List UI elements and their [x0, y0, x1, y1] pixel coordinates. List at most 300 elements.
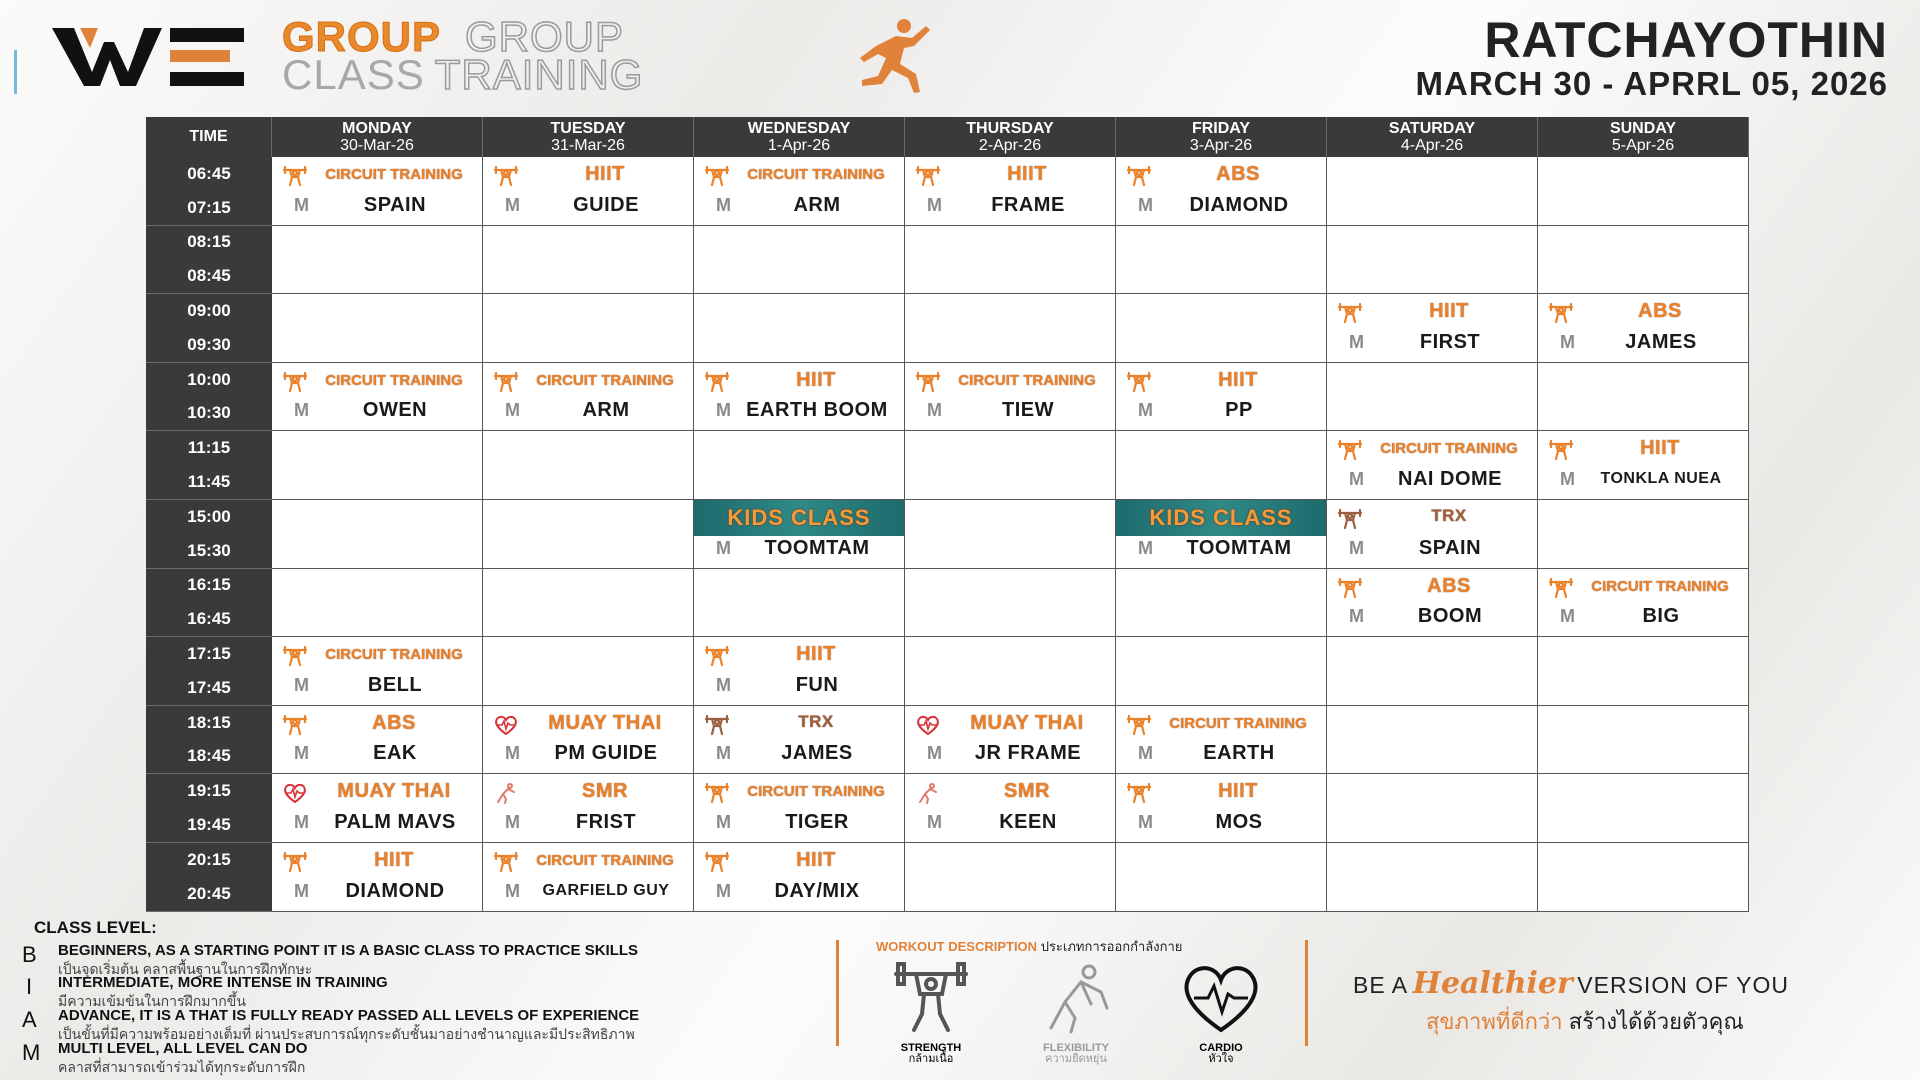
level-letter: A [22, 1007, 37, 1032]
strength-icon [704, 782, 730, 804]
class-title: HIIT [1007, 163, 1047, 185]
strength-icon [1337, 302, 1363, 324]
schedule-cell [1327, 843, 1538, 912]
strength-icon [282, 645, 308, 667]
class-title: CIRCUIT TRAINING [325, 371, 463, 389]
workout-type-strength [876, 958, 986, 1065]
slot-start: 20:15 [187, 849, 231, 869]
class-level: M [1138, 811, 1153, 832]
class-level: M [1349, 331, 1364, 352]
slot-start: 08:15 [187, 232, 231, 252]
class-coach: GUIDE [573, 193, 639, 216]
schedule-cell [1538, 226, 1749, 295]
slot-end: 15:30 [187, 540, 231, 560]
day-date: 2-Apr-26 [978, 137, 1042, 154]
schedule-cell [272, 569, 483, 638]
trx-icon [1337, 508, 1363, 530]
strength-icon [1548, 577, 1574, 599]
schedule-cell [1538, 157, 1749, 226]
workout-type-th: หัวใจ [1208, 1053, 1234, 1065]
class-entry[interactable] [1327, 569, 1537, 637]
workout-type-en: CARDIO [1199, 1042, 1243, 1054]
class-level: M [716, 811, 731, 832]
day-header [1538, 117, 1749, 157]
schedule-cell [905, 431, 1116, 500]
strength-icon [282, 165, 308, 187]
slogan-pre: BE A [1353, 972, 1409, 998]
class-level: M [1349, 468, 1364, 489]
strength-icon [282, 371, 308, 393]
slogan-thai-rest: สร้างได้ด้วยตัวคุณ [1568, 1009, 1744, 1034]
strength-icon [1548, 302, 1574, 324]
class-level: M [1349, 606, 1364, 627]
class-coach: ARM [582, 399, 630, 422]
day-header [1116, 117, 1327, 157]
class-entry[interactable] [483, 363, 693, 431]
schedule-cell[interactable] [1327, 500, 1538, 569]
slot-start: 06:45 [187, 163, 231, 183]
slot-end: 16:45 [187, 609, 231, 629]
class-title: MUAY THAI [548, 711, 662, 734]
schedule-cell [905, 294, 1116, 363]
schedule-cell [272, 431, 483, 500]
day-name: WEDNESDAY [747, 120, 851, 137]
class-level: M [927, 743, 942, 764]
class-title: HIIT [374, 848, 414, 871]
schedule-cell[interactable] [905, 774, 1116, 843]
slot-end: 19:45 [187, 815, 231, 835]
workout-label [876, 936, 1182, 957]
schedule-cell[interactable] [1538, 431, 1749, 500]
schedule-cell[interactable] [694, 843, 905, 912]
class-coach: KEEN [999, 810, 1057, 833]
class-title: CIRCUIT TRAINING [536, 371, 674, 389]
schedule-cell[interactable] [1116, 706, 1327, 775]
slot-start: 15:00 [187, 506, 231, 526]
class-level: M [1560, 468, 1575, 489]
class-entry[interactable] [694, 706, 904, 774]
class-coach: FRAME [991, 193, 1065, 216]
workout-label-th: ประเภทการออกกำลังกาย [1040, 939, 1183, 954]
class-title: MUAY THAI [970, 711, 1084, 734]
schedule-cell [905, 569, 1116, 638]
strength-icon [704, 371, 730, 393]
schedule-cell[interactable] [483, 774, 694, 843]
schedule-cell[interactable] [1538, 294, 1749, 363]
brand-title [282, 13, 644, 98]
schedule-cell[interactable] [1116, 774, 1327, 843]
strength-icon [1126, 782, 1152, 804]
class-title: ABS [1427, 574, 1471, 597]
class-level: M [927, 194, 942, 215]
class-entry[interactable] [1116, 774, 1326, 842]
class-coach: FUN [795, 673, 839, 696]
class-coach: DIAMOND [1189, 193, 1289, 216]
schedule-cell[interactable] [1116, 500, 1327, 569]
class-level: M [927, 400, 942, 421]
class-title: CIRCUIT TRAINING [958, 371, 1096, 389]
schedule-cell[interactable] [483, 706, 694, 775]
day-header [905, 117, 1116, 157]
strength-icon [704, 165, 730, 187]
class-level: M [716, 674, 731, 695]
time-slot [146, 226, 272, 295]
schedule-cell [483, 431, 694, 500]
class-entry[interactable] [694, 843, 904, 911]
time-slot [146, 294, 272, 363]
schedule-cell [1116, 226, 1327, 295]
class-coach: PM GUIDE [554, 742, 658, 765]
class-title: ABS [1638, 300, 1682, 323]
class-entry[interactable] [1327, 500, 1537, 568]
schedule-cell [272, 294, 483, 363]
class-level: M [716, 537, 731, 558]
class-entry[interactable] [1116, 157, 1326, 225]
level-letter: I [26, 974, 33, 999]
slot-end: 07:15 [187, 197, 231, 217]
day-header [1327, 117, 1538, 157]
class-title: CIRCUIT TRAINING [1169, 714, 1307, 732]
class-entry[interactable] [905, 774, 1115, 842]
class-title: MUAY THAI [337, 780, 451, 803]
workout-type-en: FLEXIBILITY [1043, 1042, 1109, 1054]
class-title: HIIT [796, 368, 836, 391]
class-coach: EARTH [1203, 742, 1275, 765]
level-desc-en: INTERMEDIATE, MORE INTENSE IN TRAINING [58, 974, 388, 991]
time-slot [146, 843, 272, 912]
schedule-cell [905, 226, 1116, 295]
class-coach: OWEN [362, 399, 428, 422]
schedule-cell[interactable] [1327, 294, 1538, 363]
class-entry[interactable] [694, 157, 904, 225]
workout-type-cardio [1166, 958, 1276, 1065]
schedule-cell[interactable] [1116, 363, 1327, 432]
schedule-cell [694, 431, 905, 500]
class-coach: TIEW [1002, 399, 1054, 422]
class-coach: DAY/MIX [774, 879, 860, 902]
class-coach: BOOM [1417, 605, 1483, 628]
cardio-icon [282, 782, 308, 804]
schedule-cell[interactable] [694, 706, 905, 775]
slot-start: 19:15 [187, 781, 231, 801]
schedule-cell [905, 843, 1116, 912]
schedule-cell[interactable] [272, 706, 483, 775]
class-coach: NAI DOME [1398, 467, 1502, 490]
schedule-cell [1538, 363, 1749, 432]
flexibility-icon [493, 782, 519, 804]
time-slot [146, 363, 272, 432]
runner-icon [842, 14, 932, 96]
brand-line1: GROUP [282, 13, 442, 60]
strength-icon [1126, 165, 1152, 187]
slogan-thai-orange: สุขภาพที่ดีกว่า [1426, 1009, 1563, 1034]
class-coach: BELL [367, 673, 423, 696]
schedule-cell [1327, 363, 1538, 432]
class-entry[interactable] [905, 363, 1115, 431]
class-title: SMR [1004, 780, 1050, 803]
class-coach: JR FRAME [974, 742, 1082, 765]
class-coach: JAMES [1625, 330, 1697, 353]
class-title: CIRCUIT TRAINING [325, 166, 463, 183]
schedule-cell[interactable] [272, 843, 483, 912]
class-entry[interactable] [1327, 431, 1537, 499]
level-desc-th: เป็นขั้นที่มีความพร้อมอย่างเต็มที่ ผ่านประสบการณ์ทุกระดับชั้นมาอย่างชำนาญและมีประสิทธิภาพ [58, 1026, 635, 1042]
schedule-cell [1538, 774, 1749, 843]
class-coach: TOOMTAM [764, 536, 870, 559]
workout-type-flexibility [1021, 958, 1131, 1065]
footer-divider [1305, 940, 1308, 1046]
class-entry[interactable] [483, 843, 693, 911]
workout-label-en: WORKOUT DESCRIPTION [876, 939, 1038, 954]
day-date: 31-Mar-26 [551, 137, 625, 154]
schedule-cell[interactable] [272, 774, 483, 843]
strength-icon [493, 165, 519, 187]
schedule-cell [694, 226, 905, 295]
day-header [272, 117, 483, 157]
workout-type-th: ความยืดหยุ่น [1045, 1053, 1107, 1065]
time-header: TIME [146, 117, 272, 157]
schedule-cell[interactable] [694, 157, 905, 226]
workout-type-th: กล้ามเนื้อ [908, 1053, 954, 1065]
schedule-cell[interactable] [483, 157, 694, 226]
schedule-cell[interactable] [1327, 431, 1538, 500]
class-title: HIIT [1218, 368, 1258, 391]
day-name: SATURDAY [1388, 120, 1476, 137]
class-coach: TOOMTAM [1186, 536, 1292, 559]
class-level: M [1138, 194, 1153, 215]
strength-icon [704, 645, 730, 667]
workout-type-en: STRENGTH [900, 1042, 962, 1054]
schedule-cell[interactable] [483, 843, 694, 912]
time-slot [146, 569, 272, 638]
schedule-cell[interactable] [905, 706, 1116, 775]
schedule-cell [1116, 637, 1327, 706]
schedule-cell [1538, 500, 1749, 569]
schedule-cell [1327, 157, 1538, 226]
schedule-cell[interactable] [1538, 569, 1749, 638]
schedule-cell [1327, 637, 1538, 706]
slogan-thai [1426, 1004, 1744, 1039]
class-level: M [716, 194, 731, 215]
class-level: M [505, 880, 520, 901]
class-entry[interactable] [1538, 431, 1748, 499]
slogan-post: VERSION OF YOU [1577, 972, 1789, 998]
day-header [483, 117, 694, 157]
class-entry[interactable] [1116, 363, 1326, 431]
schedule-cell [1116, 843, 1327, 912]
day-name: TUESDAY [550, 120, 626, 137]
slot-start: 18:15 [187, 712, 231, 732]
brand-line2-ghost: TRAINING [434, 51, 644, 98]
strength-icon [915, 371, 941, 393]
kids-class-banner: KIDS CLASS [694, 500, 904, 536]
schedule-cell[interactable] [272, 637, 483, 706]
schedule-cell [272, 500, 483, 569]
schedule-cell[interactable] [1116, 157, 1327, 226]
schedule-cell [483, 637, 694, 706]
we-logo [52, 20, 252, 90]
class-level: M [294, 880, 309, 901]
class-level: M [505, 743, 520, 764]
strength-icon [1337, 439, 1363, 461]
slot-start: 16:15 [187, 575, 231, 595]
branch-heading [1416, 14, 1888, 102]
schedule-cell[interactable] [694, 774, 905, 843]
class-entry[interactable] [905, 706, 1115, 774]
class-level: M [294, 743, 309, 764]
strength-icon [1548, 439, 1574, 461]
flexibility-icon [1031, 958, 1121, 1038]
schedule-cell[interactable] [272, 363, 483, 432]
level-letter: M [22, 1040, 41, 1065]
class-level: M [1349, 537, 1364, 558]
schedule-cell[interactable] [483, 363, 694, 432]
schedule-cell[interactable] [905, 157, 1116, 226]
class-entry[interactable] [483, 774, 693, 842]
class-entry[interactable] [483, 706, 693, 774]
class-entry[interactable] [272, 157, 482, 225]
day-name: FRIDAY [1191, 120, 1251, 137]
class-entry[interactable] [272, 706, 482, 774]
class-coach: BIG [1642, 605, 1680, 628]
class-title: HIIT [1429, 300, 1469, 323]
schedule-cell [483, 226, 694, 295]
class-entry[interactable] [694, 363, 904, 431]
schedule-cell [905, 500, 1116, 569]
class-entry[interactable] [272, 774, 482, 842]
class-title: SMR [582, 780, 628, 803]
class-title: CIRCUIT TRAINING [325, 646, 463, 664]
schedule-cell[interactable] [272, 157, 483, 226]
strength-icon [282, 851, 308, 873]
class-coach: EAK [373, 742, 417, 765]
class-title: HIIT [796, 643, 836, 666]
level-desc-th: คลาสที่สามารถเข้าร่วมได้ทุกระดับการฝึก [58, 1059, 306, 1075]
class-entry[interactable] [1116, 706, 1326, 774]
class-title: ABS [372, 711, 416, 734]
schedule-table [146, 117, 1748, 912]
class-level: M [505, 400, 520, 421]
kids-class-banner: KIDS CLASS [1116, 500, 1326, 536]
time-slot [146, 157, 272, 226]
schedule-cell [1538, 843, 1749, 912]
strength-icon [1337, 577, 1363, 599]
level-desc-en: ADVANCE, IT IS A THAT IS FULLY READY PASSED ALL LEVELS OF EXPERIENCE [58, 1007, 640, 1024]
schedule-cell [1538, 706, 1749, 775]
strength-icon [704, 851, 730, 873]
time-slot [146, 500, 272, 569]
class-level: M [1560, 606, 1575, 627]
class-entry[interactable] [272, 637, 482, 705]
day-header [694, 117, 905, 157]
schedule-cell [272, 226, 483, 295]
schedule-cell[interactable] [905, 363, 1116, 432]
class-entry[interactable] [1538, 569, 1748, 637]
schedule-cell[interactable] [694, 637, 905, 706]
class-entry[interactable] [694, 637, 904, 705]
class-title: CIRCUIT TRAINING [536, 851, 674, 869]
class-entry[interactable] [1327, 294, 1537, 362]
schedule-cell [483, 569, 694, 638]
class-level: M [1138, 537, 1153, 558]
slot-end: 11:45 [187, 472, 231, 492]
cardio-icon [915, 714, 941, 736]
slogan [1353, 966, 1789, 1034]
class-coach: TIGER [785, 810, 849, 833]
day-name: MONDAY [342, 120, 412, 137]
footer-divider [836, 940, 839, 1046]
strength-icon [493, 851, 519, 873]
class-level: M [505, 811, 520, 832]
class-coach: MOS [1215, 810, 1263, 833]
class-entry[interactable] [483, 157, 693, 225]
schedule-cell[interactable] [694, 500, 905, 569]
class-entry[interactable] [272, 843, 482, 911]
schedule-cell [694, 569, 905, 638]
class-level: M [294, 400, 309, 421]
class-title: CIRCUIT TRAINING [1380, 440, 1518, 458]
day-name: THURSDAY [966, 120, 1054, 137]
schedule-cell[interactable] [694, 363, 905, 432]
slogan-highlight: Healthier [1412, 966, 1573, 1001]
schedule-cell[interactable] [1327, 569, 1538, 638]
class-entry[interactable] [905, 157, 1115, 225]
slot-end: 18:45 [187, 746, 231, 766]
class-coach: FRIST [575, 810, 637, 833]
class-level: M [294, 811, 309, 832]
class-title: HIIT [1640, 437, 1680, 460]
class-entry[interactable] [1538, 294, 1748, 362]
schedule-cell [1116, 569, 1327, 638]
slot-start: 17:15 [187, 644, 231, 664]
time-slot [146, 774, 272, 843]
schedule-cell [905, 637, 1116, 706]
class-entry[interactable] [694, 774, 904, 842]
class-coach: EARTH BOOM [746, 399, 888, 422]
class-coach: FIRST [1419, 330, 1481, 353]
time-slot [146, 706, 272, 775]
schedule-cell [483, 500, 694, 569]
schedule-cell [1116, 431, 1327, 500]
class-title: TRX [798, 711, 834, 731]
class-coach: TONKLA NUEA [1600, 469, 1722, 487]
class-entry[interactable] [694, 500, 904, 568]
schedule-cell [1327, 774, 1538, 843]
slot-start: 10:00 [187, 369, 231, 389]
day-name: SUNDAY [1609, 120, 1677, 137]
workout-description [876, 936, 1276, 1065]
class-entry[interactable] [272, 363, 482, 431]
class-title: HIIT [796, 848, 836, 871]
legend-title: CLASS LEVEL: [34, 918, 157, 937]
schedule-cell [1538, 637, 1749, 706]
level-desc-en: MULTI LEVEL, ALL LEVEL CAN DO [58, 1040, 308, 1057]
schedule-cell [1327, 226, 1538, 295]
strength-icon [915, 165, 941, 187]
class-level: M [294, 674, 309, 695]
class-coach: PALM MAVS [334, 810, 456, 833]
brand-line2: CLASS [282, 51, 425, 98]
class-coach: JAMES [781, 742, 853, 765]
class-entry[interactable] [1116, 500, 1326, 568]
schedule-cell [483, 294, 694, 363]
time-slot [146, 431, 272, 500]
day-date: 3-Apr-26 [1189, 137, 1253, 154]
class-coach: DIAMOND [345, 879, 445, 902]
slot-end: 09:30 [187, 334, 231, 354]
class-level: M [1138, 400, 1153, 421]
class-level: M [927, 811, 942, 832]
